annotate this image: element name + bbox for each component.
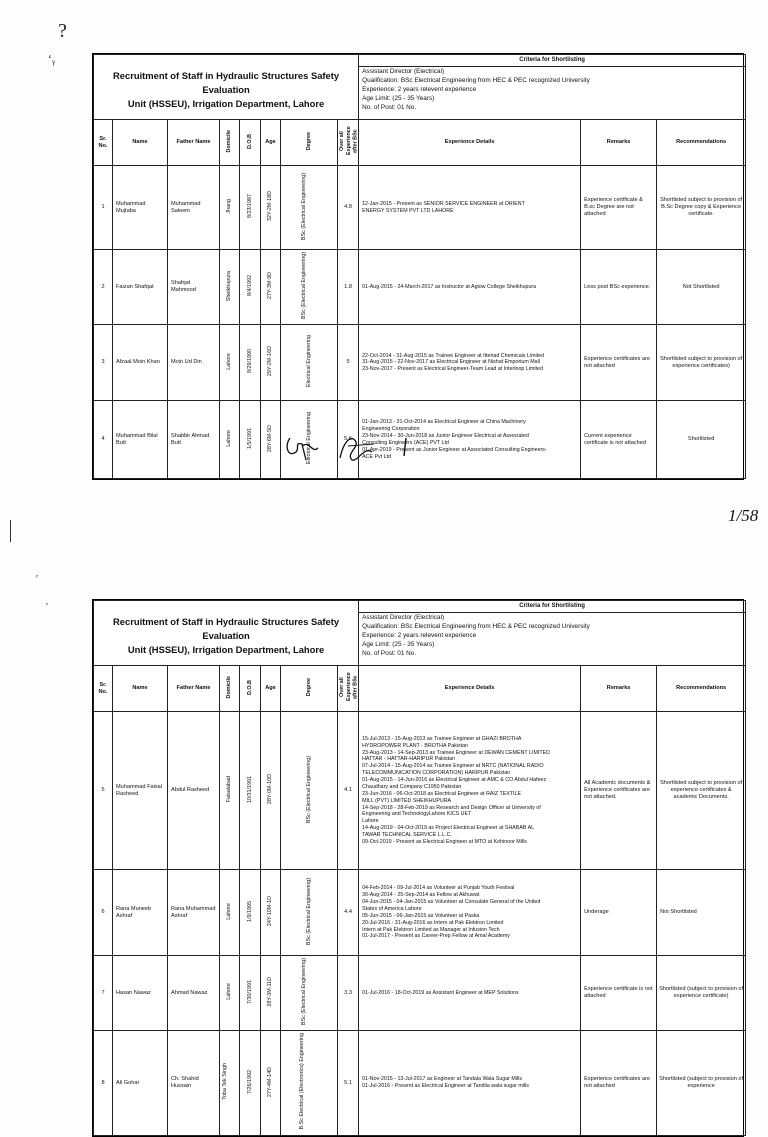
cell-sr: 1 [94,166,113,250]
cell-father: Ch. Shahid Hussain [168,1031,220,1135]
cell-age: 28Y-0M-10D [267,774,274,805]
cell-father: Moin Ud Din [168,325,220,401]
criteria-line: No. of Post: 01 No. [362,649,417,657]
experience-line: Intern at Pak Elektron Limited as Manager at Infusion Tech [362,926,500,933]
col-overall: Over all Experience after BSc [339,672,359,702]
cell-recommendation: Not Shortlisted [657,250,746,325]
col-degree: Degree [305,678,312,697]
experience-line: Engineering and TechnologyLahore KICS UET [362,811,472,818]
col-degree: Degree [305,132,312,151]
experience-line: 07-Jul-2014 - 15-Aug-2014 as Trainee Engineer at NRTC (NATIONAL RADIO [362,763,544,770]
cell-sr: 6 [94,870,113,956]
col-dob: D.O.B [246,679,253,695]
experience-line: 01-Aug-2015 - 14-Jun-2016 as Electrical Engineer at AMC & CO Abdul Hafeez [362,777,547,784]
col-overall: Over all Experience after BSc [339,126,359,156]
experience-line: 30-Aug-2014 - 25-Sep-2014 as Fellow at Akhuwat [362,892,480,899]
experience-line: ENERGY SYSTEM PVT LTD LAHORE [362,207,454,214]
cell-dob: 7/26/1992 [246,1069,253,1094]
experience-line: HATTAR - HATTAR-HARIPUR Pakistan [362,756,456,763]
cell-father: Ahmad Nawaz [168,956,220,1031]
cell-degree: BSc (Electrical Engineering) [301,172,307,240]
cell-name: Hasan Nawaz [113,956,168,1031]
cell-name: Afzaal Moin Khan [113,325,168,401]
experience-line: 23-Nov-2014 - 30-Jun-2018 as Junior Engineer Electrical at Associated [362,433,529,440]
col-sr: Sr. No. [94,666,113,712]
experience-line: States of America Lahore [362,905,422,912]
experience-line: Engineering Corporation [362,426,420,433]
cell-domicile: Sheikhupura [226,270,233,302]
page-title [94,601,359,666]
criteria-line: Qualification: BSc Electrical Engineering from HEC & PEC recognized University [362,76,590,84]
cell-recommendation: Shortlisted subject to provision of B.Sc Degree copy & Experience certificate. [657,166,746,250]
cell-domicile: Lahore [226,902,233,920]
title-line: Unit (HSSEU), Irrigation Department, Lahore [127,98,325,110]
cell-domicile: Faisalabad [226,776,233,803]
cell-dob: 8/29/1990 [246,349,253,374]
cell-dob: 8/4/1992 [246,275,253,297]
cell-age: 32Y-2M-18D [267,191,274,222]
cell-age: 28Y-6M-5D [267,424,274,452]
cell-name: Muhammad Faisal Rasheed [113,712,168,870]
cell-experience [359,325,581,401]
experience-line: HYDROPOWER PLANT - BROTHA Pakistan [362,742,468,749]
experience-line: 23-Nov-2017 - Present as Electrical Engineer-Team Lead at Interloop Limited [362,366,543,373]
experience-line: 15-Jul-2013 - 15-Aug-2013 as Trainee Engineer at GHAZI BROTHA [362,735,522,742]
cell-dob: 1/9/1995 [246,900,253,922]
shortlist-table [93,600,746,1136]
criteria-heading: Criteria for Shortlisting [359,55,746,67]
cell-father: Abdul Rasheed [168,712,220,870]
cell-degree: Electrical Engineering [305,412,312,465]
cell-recommendation: Shortlisted [657,401,746,479]
cell-sr: 3 [94,325,113,401]
experience-line: 04-Feb-2014 - 09-Jul-2014 as Volunteer at Punjab Youth Festival [362,885,515,892]
col-sr: Sr. No. [94,120,113,166]
cell-overall: 5.1 [338,1031,359,1135]
handwritten-mark: ʻᵧ [48,52,56,66]
column-header-row [94,666,746,712]
col-remarks: Remarks [581,666,657,712]
cell-experience [359,712,581,870]
shortlist-table [93,54,746,479]
cell-father: Rana Muhammad Ashraf [168,870,220,956]
cell-degree: B.Sc Electrical (Electronics) Engineering [299,1033,305,1130]
cell-degree: BSc (Electrical Engineering) [301,252,307,320]
experience-line: ACE Pvt Ltd [362,453,391,460]
experience-line: 01-Nov-2015 - 13-Jul-2017 as Engineer at Tandala Wala Sugar Mills [362,1076,522,1083]
cell-recommendation: Shortlisted subject to provision of experience certificates & academic Documents. [657,712,746,870]
cell-remarks: Experience certificates are not attached [581,325,657,401]
cell-recommendation: Shortlisted (subject to provision of experience certificate) [657,956,746,1031]
criteria-line: Experience: 2 years relevent experience [362,631,477,639]
cell-overall: 4.1 [338,712,359,870]
cell-overall: 1.8 [338,250,359,325]
experience-line: 01-Jan-2013 - 31-Oct-2014 as Electrical Engineer at China Machinery [362,419,526,426]
col-recommendations: Recommendations [657,666,746,712]
cell-sr: 8 [94,1031,113,1135]
cell-recommendation: Shortlisted subject to provision of experience certificates) [657,325,746,401]
cell-name: Muhammad Mujtaba [113,166,168,250]
experience-line: MILL (PVT) LIMITED SHEIKHUPURA [362,797,452,804]
shortlist-sheet-1 [92,53,744,480]
experience-line: TAWAR TECHNICAL SERVICE L.L.C. [362,832,452,839]
criteria-line: Assistant Director (Electrical) [362,613,445,621]
cell-age: 27Y-4M-14D [267,1066,274,1097]
criteria-line: Experience: 2 years relevent experience [362,85,477,93]
cell-overall: 4.4 [338,870,359,956]
cell-domicile: Lahore [226,353,233,370]
cell-domicile: Jhang [226,198,233,214]
col-experience: Experience Details [359,666,581,712]
cell-domicile: Lahore [226,983,233,1001]
cell-overall: 4.8 [338,166,359,250]
criteria-line: Qualification: BSc Electrical Engineering from HEC & PEC recognized University [362,622,590,630]
criteria-line: No. of Post: 01 No. [362,103,417,111]
cell-experience [359,956,581,1031]
experience-line: 09-Oct-2019 - Present as Electrical Engineer at MTO at Kohinoor Mills [362,838,527,845]
handwritten-mark: ′ [46,602,49,613]
col-recommendations: Recommendations [657,120,746,166]
col-remarks: Remarks [581,120,657,166]
cell-remarks: Underage [581,870,657,956]
cell-sr: 7 [94,956,113,1031]
col-age: Age [261,666,281,712]
experience-line: 01-Jul-2017 - Present as Career-Prep Fellow at Amal Academy [362,933,510,940]
cell-dob: 8/23/1987 [246,194,253,219]
cell-domicile: Lahore [226,430,233,447]
title-line: Recruitment of Staff in Hydraulic Structures Safety Evaluation [113,70,340,96]
page-title [94,55,359,120]
experience-line: 01-Jul-2016 - 18-Oct-2019 as Assistant Engineer at MEP Solutions [362,989,519,996]
cell-dob: 1/5/1991 [246,427,253,449]
signature-scribble [282,432,432,466]
criteria-line: Age Limit: (25 - 35 Years) [362,640,435,648]
experience-line: 22-Oct-2014 - 31-Aug-2015 as Trainee Engineer at Ittehad Chemicals Limited [362,352,545,359]
cell-experience [359,870,581,956]
page-number: 1/58 [728,506,759,525]
experience-line: Chaudhary and Company C1950 Pakistan [362,783,462,790]
cell-degree: BSc (Electrical Engineering) [301,958,307,1026]
cell-experience [359,1031,581,1135]
cell-age: 28Y-3M-11D [267,977,274,1007]
col-father: Father Name [168,666,220,712]
cell-sr: 2 [94,250,113,325]
cell-sr: 4 [94,401,113,479]
experience-line: 23-Aug-2013 - 14-Sep-2013 as Trainee Engineer at DEWAN CEMENT LIMITED [362,749,550,756]
col-domicile: Domicile [226,130,233,153]
title-line: Recruitment of Staff in Hydraulic Structures Safety Evaluation [113,616,340,642]
cell-name: Faizan Shafqat [113,250,168,325]
cell-degree: Electrical Engineering [305,335,312,388]
cell-remarks: Experience certificate is not attached [581,956,657,1031]
cell-father: Muhammad Saleem [168,166,220,250]
cell-sr: 5 [94,712,113,870]
cell-remarks: All Academic documents & Experience certificates are not attached. [581,712,657,870]
table-row [94,325,746,401]
experience-line: 01-Apr-2019 - Present as Junior Engineer at Associated Consulting Engineers- [362,446,547,453]
experience-line: 12-Jan-2015 - Present as SENIOR SERVICE ENGINEER at ORIENT [362,200,525,207]
col-father: Father Name [168,120,220,166]
cell-remarks: Less post BSc experience. [581,250,657,325]
column-header-row [94,120,746,166]
experience-line: 20-Jul-2016 - 31-Aug-2016 as Intern at Pak Elektron Limited [362,919,504,926]
col-dob: D.O.B [246,133,253,149]
col-name: Name [113,666,168,712]
table-row [94,956,746,1031]
col-name: Name [113,120,168,166]
table-row [94,250,746,325]
handwritten-mark: ′ [36,574,39,585]
cell-experience [359,166,581,250]
cell-name: Rana Muneeb Ashraf [113,870,168,956]
experience-line: 23-Jun-2016 - 06-Oct-2018 as Electrical Engineer at RAIZ TEXTILE [362,790,521,797]
experience-line: Lahore [362,818,379,825]
criteria-details [359,66,746,120]
cell-recommendation: Shortlisted (subject to provision of experience [657,1031,746,1135]
table-row [94,712,746,870]
criteria-line: Assistant Director (Electrical) [362,67,445,75]
cell-age: 29Y-2M-16D [267,346,274,377]
criteria-line: Age Limit: (25 - 35 Years) [362,94,435,102]
title-line: Unit (HSSEU), Irrigation Department, Lahore [127,644,325,656]
cell-age: 27Y-3M-9D [267,272,274,300]
table-row [94,1031,746,1135]
scan-edge-mark [10,520,11,542]
experience-line: Consulting Engineers (ACE) PVT Ltd [362,439,449,446]
cell-remarks: Experience certificate & B.sc Degree are not attached [581,166,657,250]
col-domicile: Domicile [226,676,233,699]
table-row [94,166,746,250]
table-row [94,870,746,956]
experience-line: 01-Aug-2015 - 24-March-2017 as Instructor at Agiow College Sheikhupura [362,283,537,290]
experience-line: 31-Aug-2015 - 22-Nov-2017 as Electrical Engineer at Nishat Emporium Mall [362,359,540,366]
cell-age: 24Y-10M-1D [267,896,274,927]
cell-degree: BSc (Electrical Engineering) [305,755,312,823]
cell-overall: 3.3 [338,956,359,1031]
cell-name: Ali Gohar [113,1031,168,1135]
col-experience: Experience Details [359,120,581,166]
criteria-heading: Criteria for Shortlisting [359,601,746,613]
criteria-details [359,612,746,666]
cell-name: Muhammad Bilal Butt [113,401,168,479]
experience-line: 14-Sep-2018 - 28-Feb-2019 as Research and Design Officer at University of [362,804,541,811]
cell-remarks: Current experience certificate is not attached [581,401,657,479]
cell-domicile: Toba Tek Singh [221,1063,228,1101]
shortlist-sheet-2 [92,599,744,1137]
cell-experience [359,250,581,325]
experience-line: 14-Aug-2019 - 04-Oct-2019 as Project Electrical Engineer at SHABAB AL [362,825,535,832]
col-age: Age [261,120,281,166]
cell-degree: BSc (Electrical Engineering) [305,877,312,945]
experience-line: 01-Jul-2016 - Present as Electrical Engineer at Tandlia wala sugar mills [362,1083,529,1090]
cell-remarks: Experience certificates are not attached [581,1031,657,1135]
experience-line: 04-Jun-2015 - 04-Jan-2015 as Volunteer at Consulate General of the United [362,899,541,906]
handwritten-mark: ? [58,20,67,42]
cell-father: Shabbir Ahmad Butt [168,401,220,479]
experience-line: 05-Jun-2015 - 06-Jan-2015 as Volunteer at Paska [362,912,480,919]
cell-dob: 10/31/1991 [246,775,253,803]
cell-overall: 5 [338,325,359,401]
experience-line: TELECOMMUNICATION CORPORATION) HARIPUR Pakistan [362,770,511,777]
cell-recommendation: Not Shortlisted [657,870,746,956]
cell-overall: 5.6 [338,401,359,479]
cell-dob: 7/30/1991 [246,979,253,1004]
cell-father: Shafqat Mahmood [168,250,220,325]
